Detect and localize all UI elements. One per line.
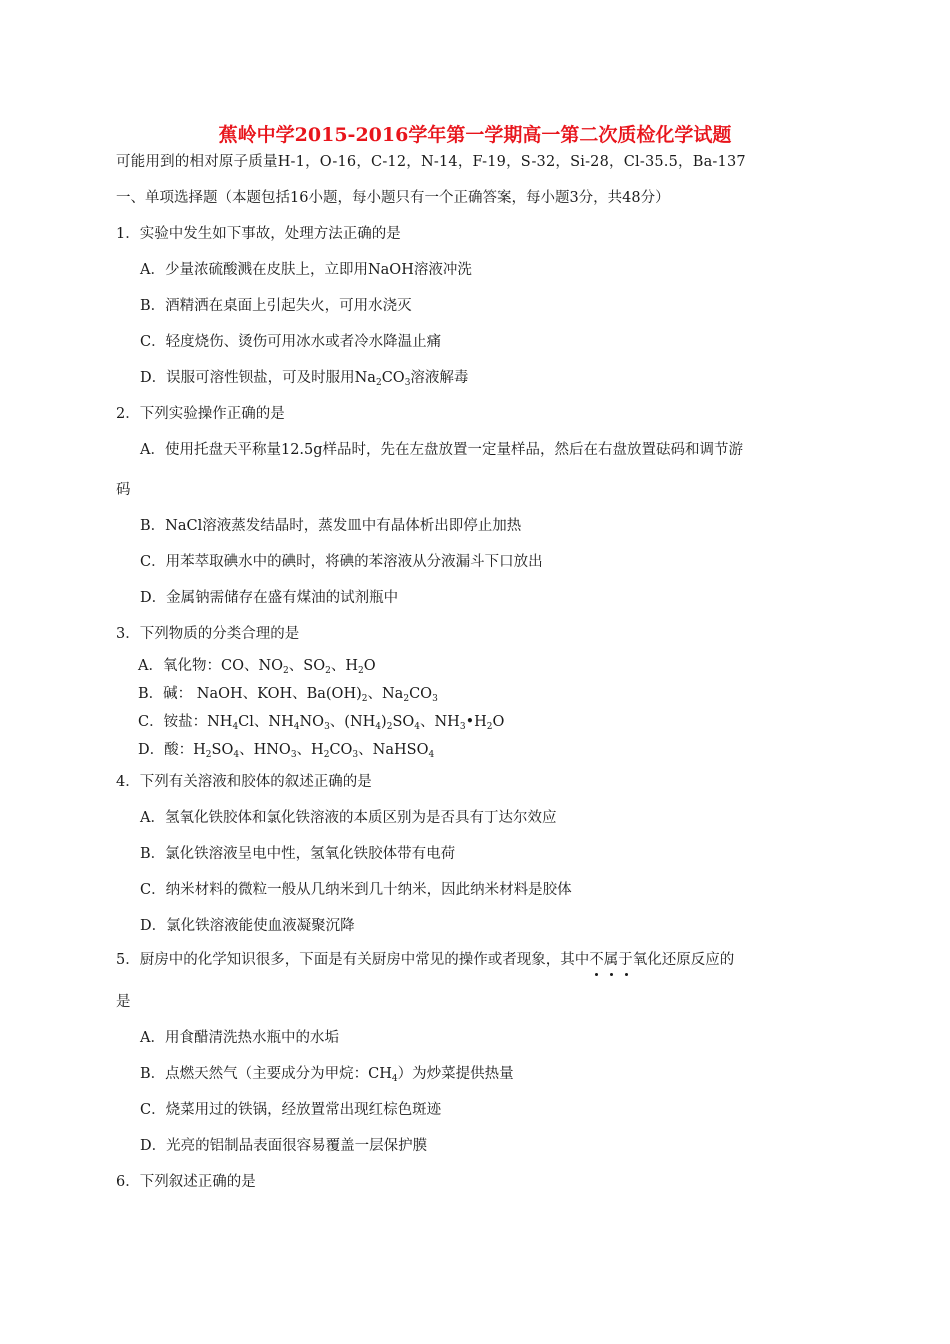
formula-subscript: 2 — [357, 666, 364, 676]
q4-option-b: B．氯化铁溶液呈电中性，氢氧化铁胶体带有电荷 — [140, 846, 456, 862]
q3-option-d — [138, 740, 434, 760]
formula-text: 、NH — [420, 714, 460, 730]
formula-text: SO — [392, 714, 415, 730]
q4-option-a: A．氢氧化铁胶体和氯化铁溶液的本质区别为是否具有丁达尔效应 — [140, 810, 557, 826]
formula-text: Cl、NH — [238, 714, 294, 730]
formula-subscript: 4 — [414, 722, 420, 732]
q5-b-text: B．点燃天然气（主要成分为甲烷：CH — [140, 1066, 392, 1082]
q2-option-a-cont: 码 — [116, 482, 131, 498]
q2-option-a: A．使用托盘天平称量12.5g样品时，先在左盘放置一定量样品，然后在右盘放置砝码和调节游 — [140, 442, 744, 458]
q2-option-d: D．金属钠需储存在盛有煤油的试剂瓶中 — [140, 590, 399, 606]
formula-text: O — [363, 658, 376, 674]
q1-d-sub: 3 — [404, 378, 411, 388]
formula-text: SO — [211, 742, 234, 758]
formula-subscript: 2 — [361, 694, 368, 704]
formula-text: CO — [409, 686, 433, 702]
q5-option-a: A．用食醋清洗热水瓶中的水垢 — [140, 1030, 339, 1046]
q1-stem: 1．实验中发生如下事故，处理方法正确的是 — [116, 226, 401, 242]
q4-option-c: C．纳米材料的微粒一般从几纳米到几十纳米，因此纳米材料是胶体 — [140, 882, 572, 898]
q1-option-b: B．酒精洒在桌面上引起失火，可用水浇灭 — [140, 298, 412, 314]
q4-stem: 4．下列有关溶液和胶体的叙述正确的是 — [116, 774, 372, 790]
formula-subscript: 3 — [459, 722, 466, 732]
q6-stem: 6．下列叙述正确的是 — [116, 1174, 256, 1190]
formula-text: O — [492, 714, 505, 730]
q5-option-c: C．烧菜用过的铁锅，经放置常出现红棕色斑迹 — [140, 1102, 442, 1118]
formula-text: CO — [329, 742, 353, 758]
emphasis-dot — [610, 973, 613, 976]
formula-text: C．铵盐：NH — [138, 714, 233, 730]
formula-subscript: 2 — [386, 722, 393, 732]
formula-text: 、HNO — [239, 742, 291, 758]
formula-text: 、NaHSO — [358, 742, 429, 758]
formula-subscript: 3 — [324, 722, 330, 732]
q1-d-text: D．误服可溶性钡盐，可及时服用Na — [140, 370, 376, 386]
q1-option-c: C．轻度烧伤、烫伤可用冰水或者冷水降温止痛 — [140, 334, 442, 350]
formula-subscript: 3 — [352, 750, 359, 760]
formula-text: ) — [381, 714, 387, 730]
q5-option-d: D．光亮的铝制品表面很容易覆盖一层保护膜 — [140, 1138, 428, 1154]
q2-option-c: C．用苯萃取碘水中的碘时，将碘的苯溶液从分液漏斗下口放出 — [140, 554, 543, 570]
q1-option-d — [140, 368, 468, 388]
formula-subscript: 4 — [293, 722, 300, 732]
q5-option-b — [140, 1064, 514, 1084]
q5-stem-text: 氧化还原反应的 — [632, 952, 735, 968]
formula-subscript: 3 — [432, 694, 438, 704]
q3-stem: 3．下列物质的分类合理的是 — [116, 626, 300, 642]
section1-heading: 一、单项选择题（本题包括16小题，每小题只有一个正确答案，每小题3分，共48分） — [116, 190, 670, 206]
formula-subscript: 2 — [323, 750, 330, 760]
q2-stem: 2．下列实验操作正确的是 — [116, 406, 285, 422]
q1-d-sub: 2 — [375, 378, 382, 388]
formula-subscript: 4 — [233, 750, 240, 760]
q5-b-text: ）为炒菜提供热量 — [397, 1066, 514, 1082]
q5-b-sub: 4 — [391, 1074, 398, 1084]
formula-subscript: 2 — [325, 666, 331, 676]
formula-text: D．酸：H — [138, 742, 206, 758]
exam-title: 蕉岭中学2015-2016学年第一学期高一第二次质检化学试题 — [218, 124, 732, 146]
q5-emphasis — [589, 952, 633, 968]
emphasis-dot — [625, 973, 628, 976]
q5-emphasis-text: 不属于 — [589, 952, 633, 968]
q3-option-a — [138, 656, 376, 676]
formula-subscript: 4 — [375, 722, 382, 732]
q2-option-b: B．NaCl溶液蒸发结晶时，蒸发皿中有晶体析出即停止加热 — [140, 518, 522, 534]
q1-d-text: 溶液解毒 — [410, 370, 469, 386]
formula-text: 、H — [296, 742, 324, 758]
formula-subscript: 4 — [232, 722, 239, 732]
q4-option-d: D．氯化铁溶液能使血液凝聚沉降 — [140, 918, 355, 934]
formula-subscript: 3 — [290, 750, 297, 760]
q5-stem-cont: 是 — [116, 994, 131, 1010]
formula-text: •H — [465, 714, 487, 730]
q3-option-c — [138, 712, 504, 732]
q5-stem-text: 5．厨房中的化学知识很多，下面是有关厨房中常见的操作或者现象，其中 — [116, 952, 590, 968]
atomic-masses-note: 可能用到的相对原子质量H-1，O-16，C-12，N-14，F-19，S-32，Si-28，Cl-35.5，Ba-137 — [116, 154, 746, 170]
formula-text: NO — [299, 714, 325, 730]
formula-subscript: 2 — [403, 694, 410, 704]
formula-text: A．氧化物：CO、NO — [138, 658, 284, 674]
q5-stem — [116, 950, 734, 970]
formula-text: 、H — [330, 658, 358, 674]
formula-subscript: 2 — [283, 666, 289, 676]
q1-option-a: A．少量浓硫酸溅在皮肤上，立即用NaOH溶液冲洗 — [140, 262, 472, 278]
q1-d-text: CO — [381, 370, 405, 386]
formula-subscript: 4 — [428, 750, 435, 760]
q3-option-b — [138, 684, 438, 704]
formula-text: B．碱： NaOH、KOH、Ba(OH) — [138, 686, 362, 702]
emphasis-dot — [595, 973, 598, 976]
formula-text: 、(NH — [329, 714, 376, 730]
formula-text: 、SO — [288, 658, 326, 674]
formula-subscript: 2 — [486, 722, 493, 732]
formula-subscript: 2 — [205, 750, 212, 760]
formula-text: 、Na — [367, 686, 404, 702]
